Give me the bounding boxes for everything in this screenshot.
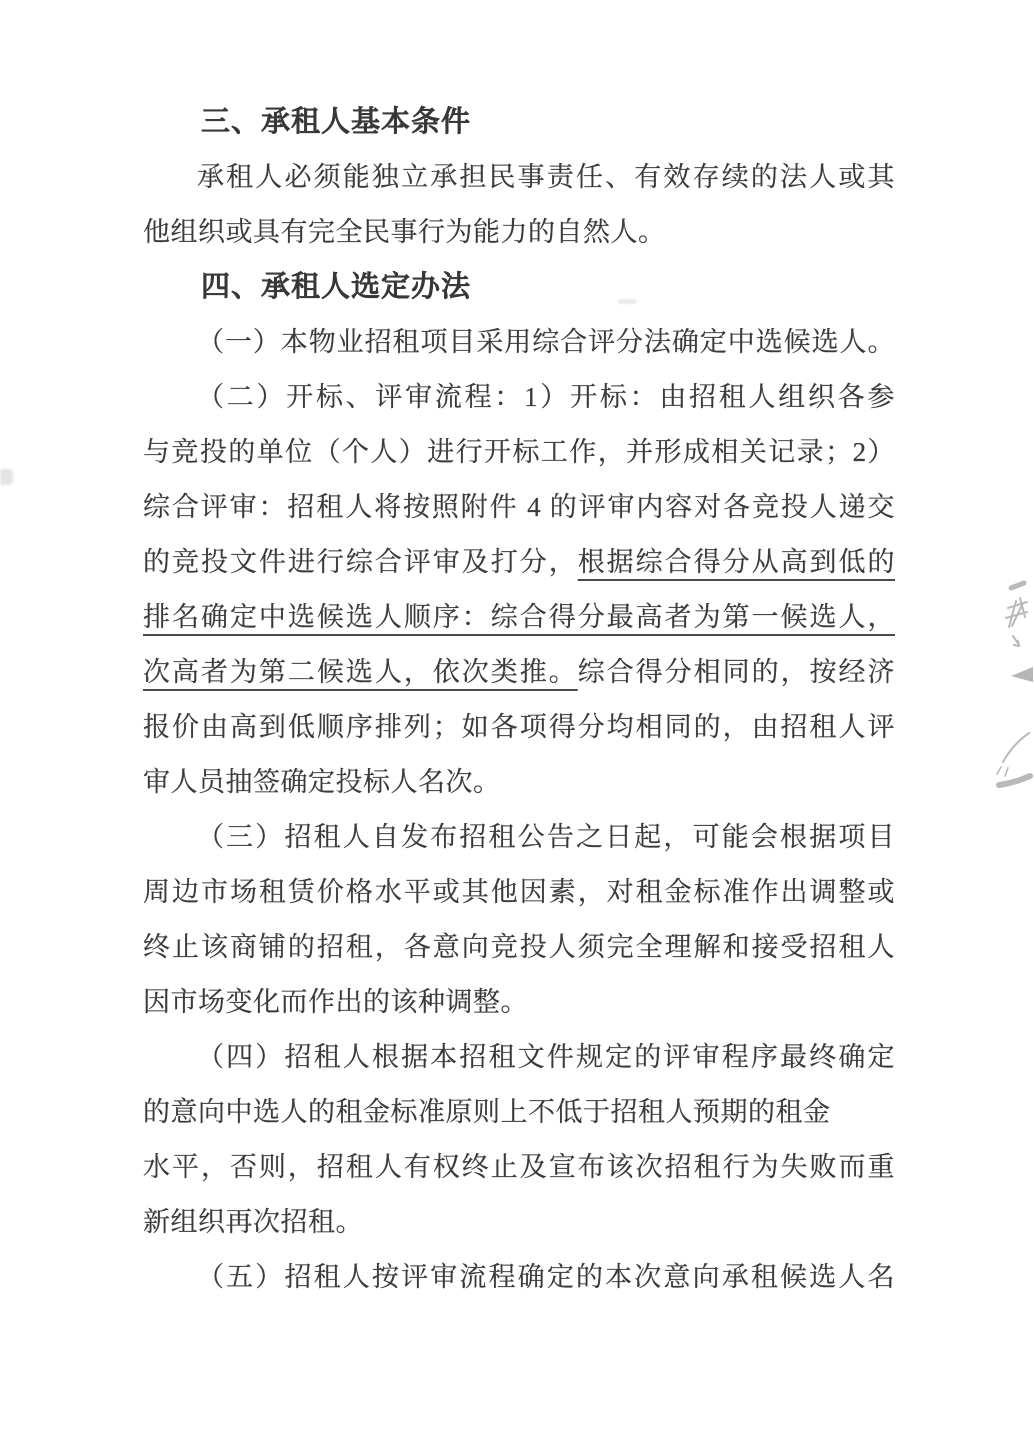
text-line: [143, 1195, 895, 1250]
text-segment: （二）开标、评审流程：1）开标：由招租人组织各参: [197, 382, 895, 412]
text-segment: 综合评审：招租人将按照附件 4 的评审内容对各竞投人递交: [143, 492, 895, 522]
underlined-text-segment: 排名确定中选候选人顺序：综合得分最高者为第一候选人，: [143, 602, 895, 632]
text-segment: 终止该商铺的招租，各意向竞投人须完全理解和接受招租人: [143, 932, 895, 962]
text-segment: 新组织再次招租。: [143, 1207, 363, 1237]
text-segment: 审人员抽签确定投标人名次。: [143, 767, 501, 797]
text-segment: （四）招租人根据本招租文件规定的评审程序最终确定: [197, 1042, 895, 1072]
text-line: [143, 645, 895, 700]
text-line: [143, 590, 895, 645]
text-segment: 周边市场租赁价格水平或其他因素，对租金标准作出调整或: [143, 877, 895, 907]
scan-smudge-top: [618, 299, 636, 304]
text-line: [143, 315, 895, 370]
underlined-text-segment: 次高者为第二候选人，依次类推。: [143, 657, 578, 687]
text-line: [143, 205, 895, 260]
text-line: [143, 810, 895, 865]
text-line: [143, 535, 895, 590]
text-line: [143, 370, 895, 425]
text-segment: 因市场变化而作出的该种调整。: [143, 987, 528, 1017]
text-line: [143, 1250, 895, 1305]
text-segment: 与竞投的单位（个人）进行开标工作，并形成相关记录；2）: [143, 437, 895, 467]
section-heading: [143, 260, 895, 315]
text-line: [143, 755, 895, 810]
underlined-text-segment: 根据综合得分从高到低的: [577, 547, 896, 577]
text-line: [143, 920, 895, 975]
text-segment: 的竞投文件进行综合评审及打分，: [143, 547, 578, 577]
pencil-scribble-marks: [975, 555, 1034, 800]
triangle-mark: [1011, 667, 1033, 682]
text-line: [143, 425, 895, 480]
text-segment: 综合得分相同的，按经济: [577, 657, 896, 687]
text-segment: （一）本物业招租项目采用综合评分法确定中选候选人。: [197, 327, 895, 357]
text-segment: 的意向中选人的租金标准原则上不低于招租人预期的租金: [143, 1097, 831, 1127]
text-segment: 他组织或具有完全民事行为能力的自然人。: [143, 217, 666, 247]
scan-smudge-left: [0, 469, 13, 485]
text-line: [143, 1085, 895, 1140]
text-segment: 水平，否则，招租人有权终止及宣布该次招租行为失败而重: [143, 1152, 895, 1182]
text-segment: 三、承租人基本条件: [201, 106, 472, 138]
text-segment: （五）招租人按评审流程确定的本次意向承租候选人名: [197, 1262, 895, 1292]
text-line: [143, 150, 895, 205]
text-line: [143, 1030, 895, 1085]
text-segment: 四、承租人选定办法: [201, 271, 472, 303]
text-segment: （三）招租人自发布招租公告之日起，可能会根据项目: [197, 822, 895, 852]
document-lines: [143, 95, 895, 1305]
text-line: [143, 975, 895, 1030]
text-segment: 报价由高到低顺序排列；如各项得分均相同的，由招租人评: [143, 712, 895, 742]
text-line: [143, 1140, 895, 1195]
text-line: [143, 865, 895, 920]
text-line: [143, 700, 895, 755]
section-heading: [143, 95, 895, 150]
text-segment: 承租人必须能独立承担民事责任、有效存续的法人或其: [197, 162, 895, 192]
text-line: [143, 480, 895, 535]
